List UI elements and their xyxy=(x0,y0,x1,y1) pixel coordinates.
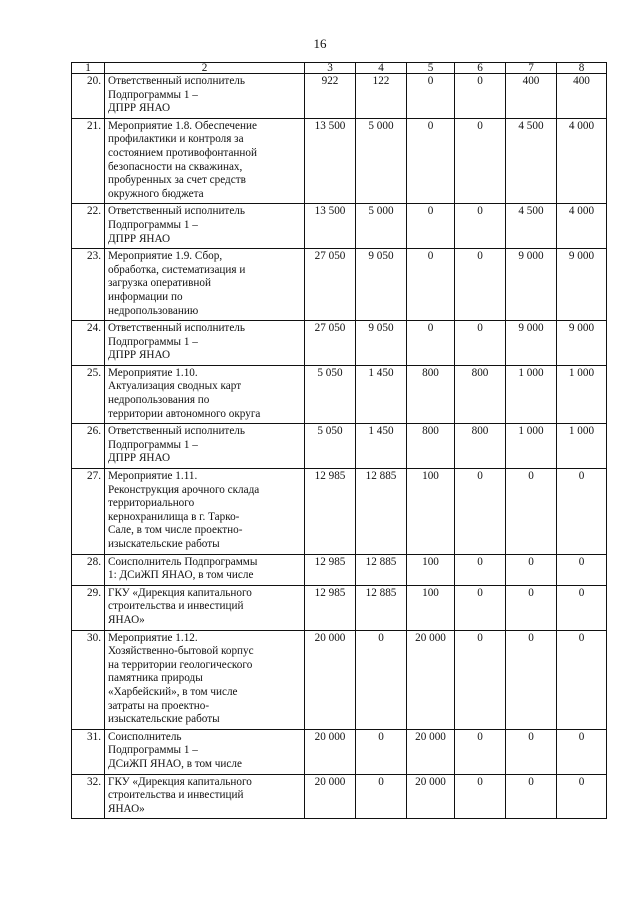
funding-value: 9 050 xyxy=(356,321,407,366)
row-description xyxy=(105,204,305,249)
funding-value: 800 xyxy=(407,424,455,469)
funding-value: 0 xyxy=(455,118,506,204)
row-number: 31. xyxy=(72,729,105,774)
funding-value: 0 xyxy=(557,585,607,630)
table-row xyxy=(72,118,607,204)
description-line: информации по xyxy=(108,290,183,303)
funding-value: 9 000 xyxy=(557,249,607,321)
funding-value: 0 xyxy=(356,774,407,819)
table-row xyxy=(72,729,607,774)
description-line: территориального xyxy=(108,497,195,510)
description-line: ДПРР ЯНАО xyxy=(108,349,171,362)
funding-value: 27 050 xyxy=(305,249,356,321)
funding-value: 9 000 xyxy=(506,249,557,321)
funding-value: 0 xyxy=(407,321,455,366)
funding-value: 0 xyxy=(506,585,557,630)
row-number: 21. xyxy=(72,118,105,204)
row-description xyxy=(105,630,305,729)
description-line: Подпрограммы 1 – xyxy=(108,88,198,101)
description-line: Мероприятие 1.8. Обеспечение xyxy=(108,119,257,132)
row-description xyxy=(105,729,305,774)
row-description xyxy=(105,249,305,321)
funding-value: 4 500 xyxy=(506,118,557,204)
table-row xyxy=(72,249,607,321)
funding-value: 9 000 xyxy=(557,321,607,366)
row-number: 22. xyxy=(72,204,105,249)
funding-value: 20 000 xyxy=(407,729,455,774)
funding-value: 0 xyxy=(407,74,455,119)
description-line: изыскательские работы xyxy=(108,713,220,726)
funding-value: 0 xyxy=(455,585,506,630)
funding-value: 0 xyxy=(356,729,407,774)
description-line: затраты на проектно- xyxy=(108,699,210,712)
description-line: загрузка оперативной xyxy=(108,277,212,290)
funding-value: 0 xyxy=(506,774,557,819)
table-row xyxy=(72,204,607,249)
description-line: Реконструкция арочного склада xyxy=(108,483,260,496)
funding-value: 5 000 xyxy=(356,118,407,204)
funding-value: 0 xyxy=(407,204,455,249)
funding-value: 0 xyxy=(506,554,557,585)
funding-value: 1 000 xyxy=(557,365,607,423)
description-line: Подпрограммы 1 – xyxy=(108,218,198,231)
column-header: 5 xyxy=(407,63,455,74)
description-line: Ответственный исполнитель xyxy=(108,322,245,335)
funding-value: 0 xyxy=(506,729,557,774)
row-description xyxy=(105,424,305,469)
table-row xyxy=(72,321,607,366)
column-number-row xyxy=(72,63,607,74)
description-line: 1: ДСиЖП ЯНАО, в том числе xyxy=(108,569,254,582)
table-row xyxy=(72,585,607,630)
funding-value: 1 000 xyxy=(506,424,557,469)
description-line: Хозяйственно-бытовой корпус xyxy=(108,645,254,658)
funding-value: 0 xyxy=(455,469,506,555)
row-number: 20. xyxy=(72,74,105,119)
column-header: 8 xyxy=(557,63,607,74)
description-line: на территории геологического xyxy=(108,658,253,671)
description-line: окружного бюджета xyxy=(108,187,204,200)
description-line: Ответственный исполнитель xyxy=(108,75,245,87)
funding-value: 122 xyxy=(356,74,407,119)
funding-value: 100 xyxy=(407,585,455,630)
funding-value: 1 450 xyxy=(356,424,407,469)
funding-value: 12 985 xyxy=(305,585,356,630)
funding-value: 9 050 xyxy=(356,249,407,321)
funding-value: 0 xyxy=(557,729,607,774)
table-row xyxy=(72,774,607,819)
column-header: 4 xyxy=(356,63,407,74)
table-row xyxy=(72,365,607,423)
description-line: ГКУ «Дирекция капитального xyxy=(108,586,252,599)
page-number: 16 xyxy=(313,36,327,51)
funding-value: 12 985 xyxy=(305,554,356,585)
table-row xyxy=(72,554,607,585)
funding-value: 922 xyxy=(305,74,356,119)
funding-value: 5 050 xyxy=(305,365,356,423)
description-line: Соисполнитель xyxy=(108,730,182,743)
description-line: пробуренных за счет средств xyxy=(108,174,246,187)
description-line: недропользованию xyxy=(108,304,199,317)
row-description xyxy=(105,774,305,819)
funding-value: 0 xyxy=(356,630,407,729)
funding-value: 20 000 xyxy=(305,774,356,819)
funding-value: 20 000 xyxy=(305,630,356,729)
column-header: 1 xyxy=(72,63,105,74)
description-line: Подпрограммы 1 – xyxy=(108,335,198,348)
description-line: ДПРР ЯНАО xyxy=(108,452,171,465)
table-row xyxy=(72,469,607,555)
row-description xyxy=(105,118,305,204)
funding-value: 800 xyxy=(455,365,506,423)
funding-value: 0 xyxy=(455,554,506,585)
table-row xyxy=(72,74,607,119)
description-line: Мероприятие 1.10. xyxy=(108,366,198,379)
table-body xyxy=(72,63,607,819)
description-line: Подпрограммы 1 – xyxy=(108,438,198,451)
funding-value: 20 000 xyxy=(305,729,356,774)
funding-value: 0 xyxy=(557,774,607,819)
funding-value: 12 885 xyxy=(356,469,407,555)
funding-value: 0 xyxy=(506,630,557,729)
column-header: 3 xyxy=(305,63,356,74)
description-line: Ответственный исполнитель xyxy=(108,205,245,218)
funding-value: 0 xyxy=(557,630,607,729)
row-number: 23. xyxy=(72,249,105,321)
row-description xyxy=(105,365,305,423)
row-number: 26. xyxy=(72,424,105,469)
funding-value: 0 xyxy=(455,630,506,729)
description-line: Соисполнитель Подпрограммы xyxy=(108,555,258,568)
description-line: кернохранилища в г. Тарко- xyxy=(108,510,240,523)
row-number: 28. xyxy=(72,554,105,585)
row-description xyxy=(105,585,305,630)
funding-value: 9 000 xyxy=(506,321,557,366)
funding-value: 0 xyxy=(407,249,455,321)
funding-value: 0 xyxy=(455,249,506,321)
row-number: 25. xyxy=(72,365,105,423)
funding-value: 20 000 xyxy=(407,774,455,819)
row-description xyxy=(105,74,305,119)
table-row xyxy=(72,630,607,729)
description-line: памятника природы xyxy=(108,672,203,685)
column-header: 2 xyxy=(105,63,305,74)
funding-value: 800 xyxy=(407,365,455,423)
description-line: ДПРР ЯНАО xyxy=(108,102,171,115)
funding-value: 12 885 xyxy=(356,585,407,630)
column-header: 6 xyxy=(455,63,506,74)
funding-value: 5 050 xyxy=(305,424,356,469)
column-header: 7 xyxy=(506,63,557,74)
row-number: 24. xyxy=(72,321,105,366)
funding-value: 100 xyxy=(407,554,455,585)
program-funding-table xyxy=(71,62,607,819)
description-line: строительства и инвестиций xyxy=(108,600,244,613)
funding-value: 0 xyxy=(506,469,557,555)
funding-value: 12 885 xyxy=(356,554,407,585)
funding-value: 0 xyxy=(407,118,455,204)
funding-value: 4 500 xyxy=(506,204,557,249)
funding-value: 0 xyxy=(557,554,607,585)
description-line: обработка, систематизация и xyxy=(108,263,246,276)
row-number: 30. xyxy=(72,630,105,729)
row-description xyxy=(105,554,305,585)
description-line: «Харбейский», в том числе xyxy=(108,685,238,698)
funding-value: 0 xyxy=(557,469,607,555)
description-line: Мероприятие 1.9. Сбор, xyxy=(108,250,223,263)
funding-value: 400 xyxy=(506,74,557,119)
funding-value: 0 xyxy=(455,74,506,119)
funding-value: 0 xyxy=(455,729,506,774)
funding-value: 1 450 xyxy=(356,365,407,423)
description-line: Мероприятие 1.12. xyxy=(108,631,198,644)
funding-value: 0 xyxy=(455,321,506,366)
description-line: Подпрограммы 1 – xyxy=(108,744,198,757)
funding-value: 12 985 xyxy=(305,469,356,555)
funding-value: 4 000 xyxy=(557,118,607,204)
description-line: безопасности на скважинах, xyxy=(108,160,243,173)
row-description xyxy=(105,321,305,366)
description-line: состоянием противофонтанной xyxy=(108,146,257,159)
description-line: ДСиЖП ЯНАО, в том числе xyxy=(108,757,242,770)
funding-value: 100 xyxy=(407,469,455,555)
funding-value: 13 500 xyxy=(305,204,356,249)
funding-value: 0 xyxy=(455,204,506,249)
description-line: строительства и инвестиций xyxy=(108,789,244,802)
description-line: Сале, в том числе проектно- xyxy=(108,524,243,537)
description-line: Мероприятие 1.11. xyxy=(108,470,198,483)
funding-value: 4 000 xyxy=(557,204,607,249)
row-description xyxy=(105,469,305,555)
description-line: ЯНАО» xyxy=(108,802,145,815)
row-number: 29. xyxy=(72,585,105,630)
description-line: ГКУ «Дирекция капитального xyxy=(108,775,252,788)
funding-value: 800 xyxy=(455,424,506,469)
description-line: недропользования по xyxy=(108,394,210,407)
description-line: ЯНАО» xyxy=(108,613,145,626)
description-line: территории автономного округа xyxy=(108,407,261,420)
funding-value: 13 500 xyxy=(305,118,356,204)
row-number: 32. xyxy=(72,774,105,819)
funding-value: 20 000 xyxy=(407,630,455,729)
description-line: Актуализация сводных карт xyxy=(108,380,242,393)
funding-value: 0 xyxy=(455,774,506,819)
description-line: изыскательские работы xyxy=(108,538,220,550)
description-line: ДПРР ЯНАО xyxy=(108,232,171,245)
funding-value: 1 000 xyxy=(557,424,607,469)
description-line: профилактики и контроля за xyxy=(108,133,244,146)
table-row xyxy=(72,424,607,469)
description-line: Ответственный исполнитель xyxy=(108,425,245,438)
funding-value: 1 000 xyxy=(506,365,557,423)
funding-value: 5 000 xyxy=(356,204,407,249)
row-number: 27. xyxy=(72,469,105,555)
funding-value: 27 050 xyxy=(305,321,356,366)
funding-value: 400 xyxy=(557,74,607,119)
